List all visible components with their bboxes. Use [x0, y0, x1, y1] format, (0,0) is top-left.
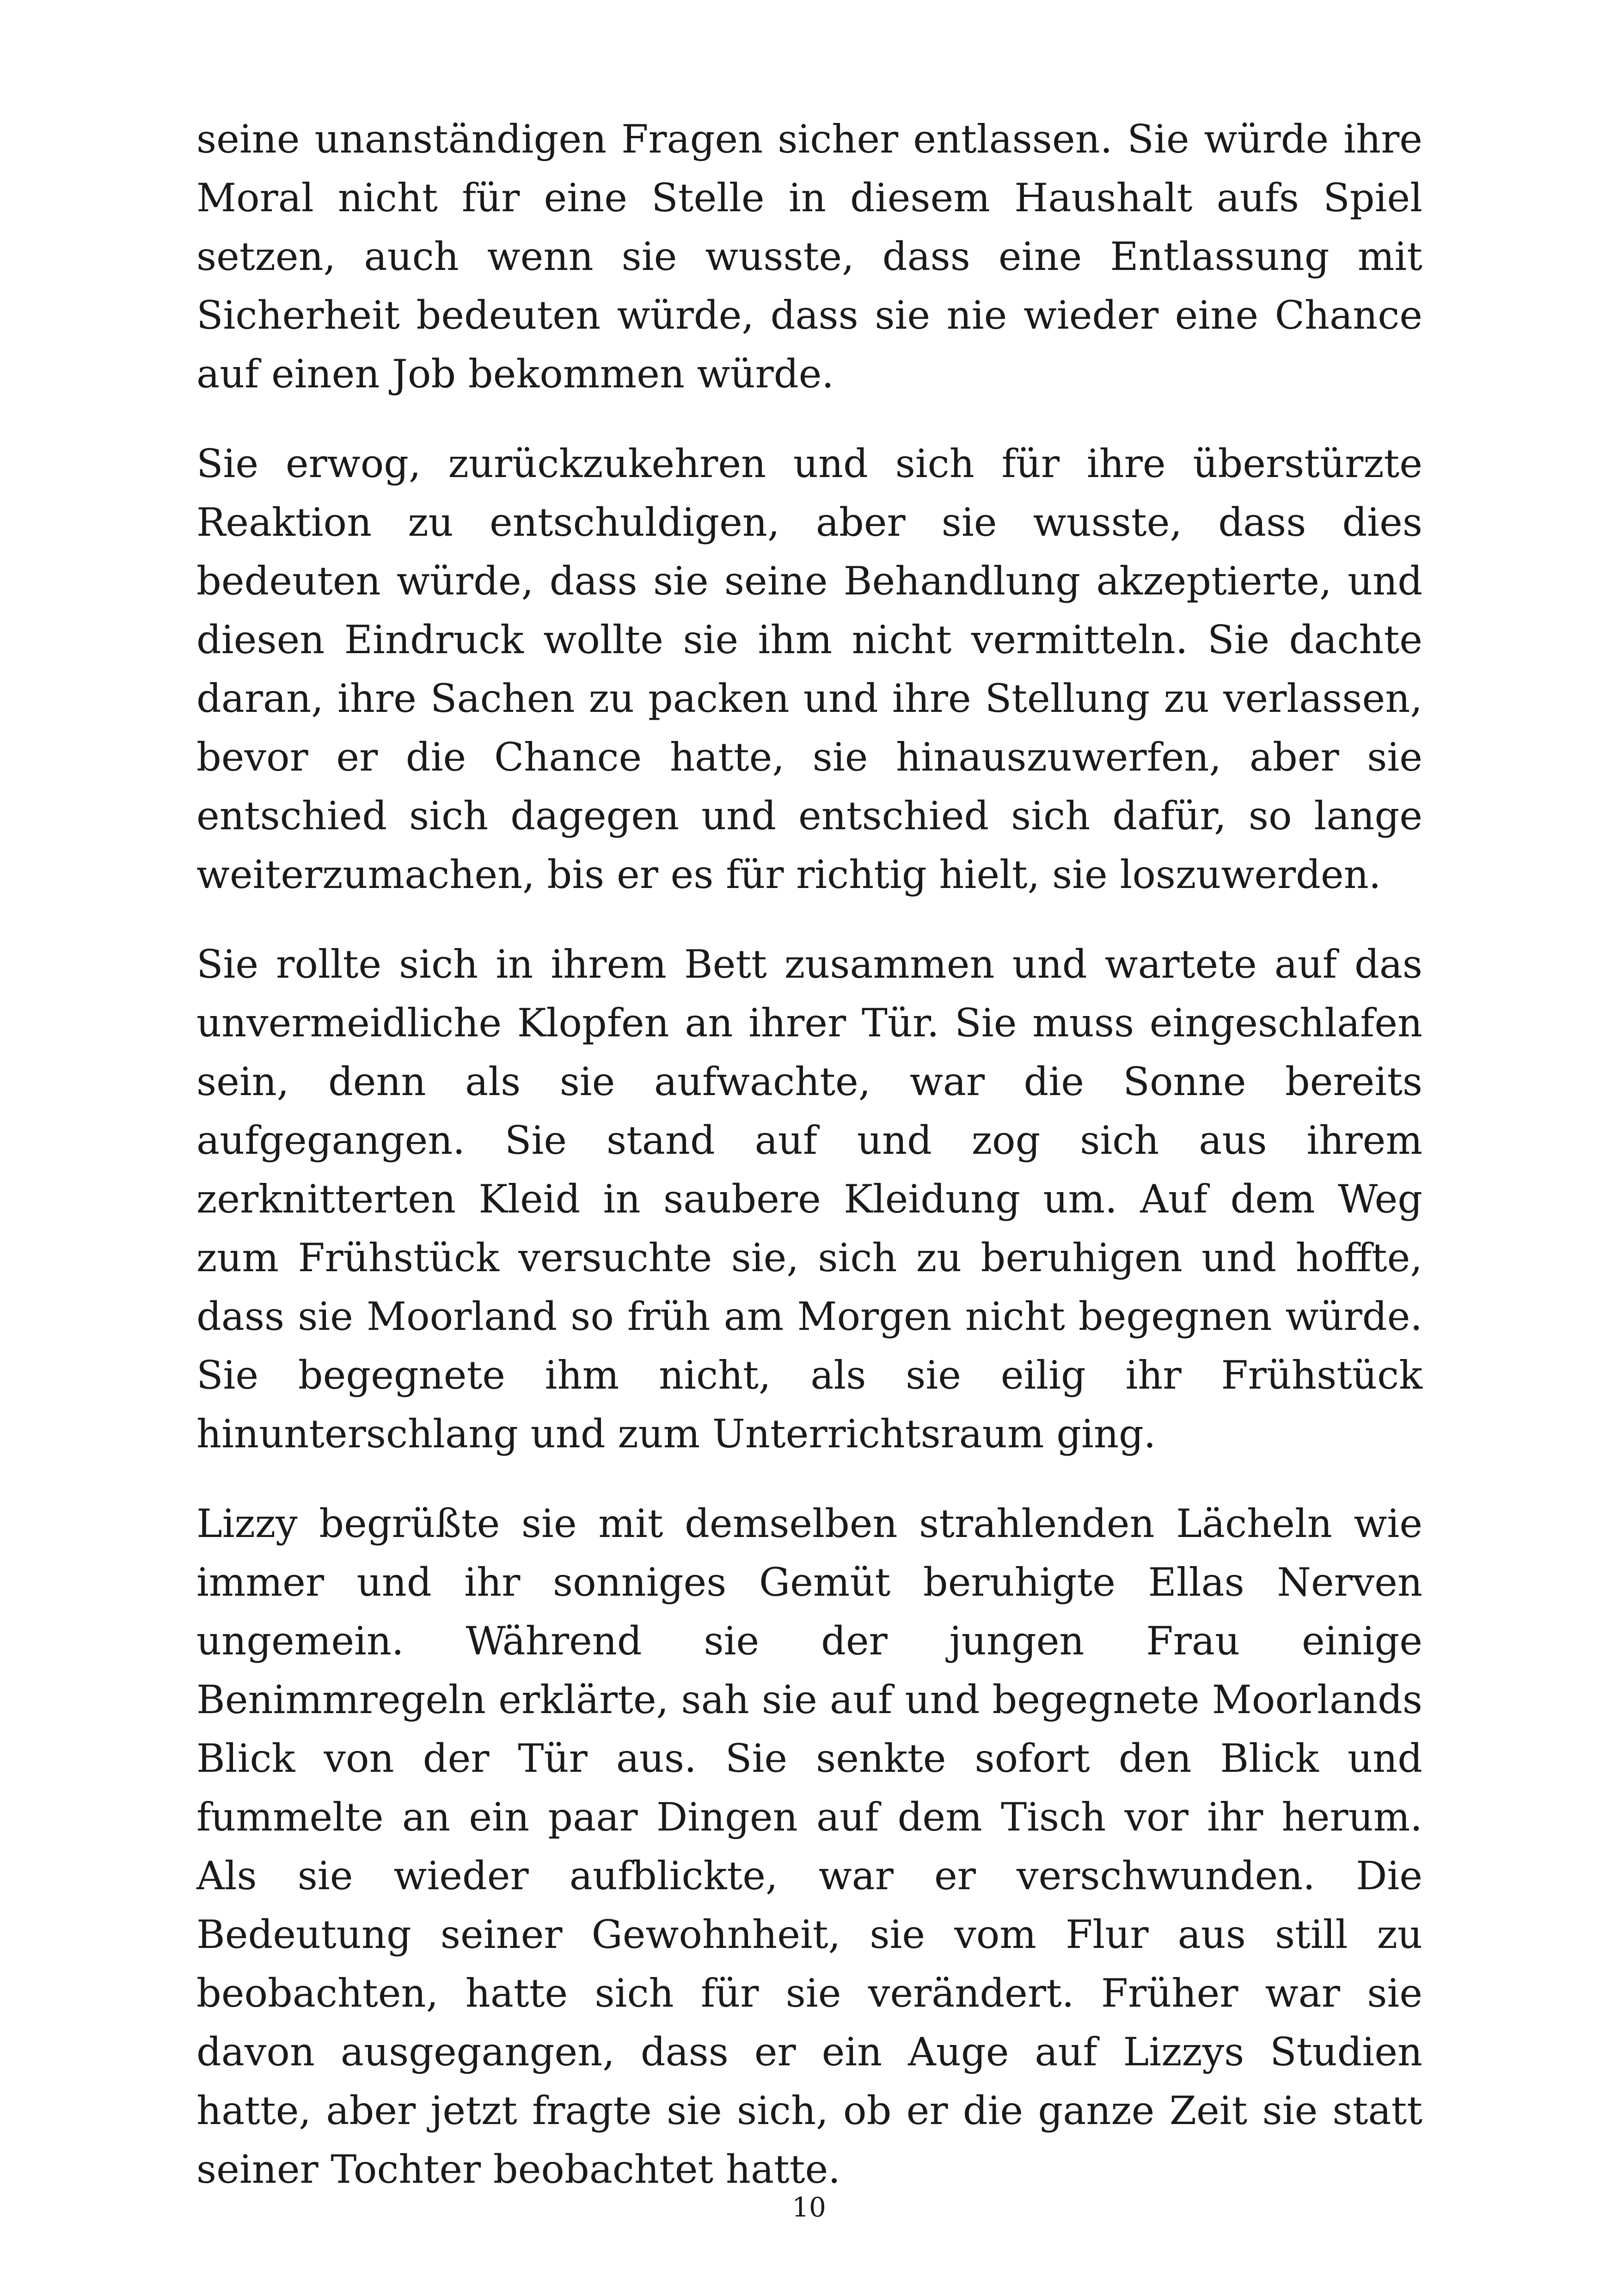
- paragraph-1: seine unanständigen Fragen sicher entlassen. Sie würde ihre Moral nicht für eine Stelle in diesem Haushalt aufs Spiel setzen, auch wenn sie wusste, dass eine Entlassung mit Sicherheit bedeuten würde, dass sie nie wieder eine Chance auf einen Job bekommen würde.: [196, 116, 1422, 397]
- paragraph-2: Sie erwog, zurückzukehren und sich für ihre überstürzte Reaktion zu entschuldigen, aber sie wusste, dass dies bedeuten würde, dass sie seine Behandlung akzeptierte, und diesen Eindruck wollte sie ihm nicht vermitteln. Sie dachte daran, ihre Sachen zu packen und ihre Stellung zu verlassen, bevor er die Chance hatte, sie hinauszuwerfen, aber sie entschied sich dagegen und entschied sich dafür, so lange weiterzumachen, bis er es für richtig hielt, sie loszuwerden.: [196, 441, 1422, 897]
- paragraph-3: Sie rollte sich in ihrem Bett zusammen und wartete auf das unvermeidliche Klopfen an ihrer Tür. Sie muss eingeschlafen sein, denn als sie aufwachte, war die Sonne bereits aufgegangen. Sie stand auf und zog sich aus ihrem zerknitterten Kleid in saubere Kleidung um. Auf dem Weg zum Frühstück versuchte sie, sich zu beruhigen und hoffte, dass sie Moorland so früh am Morgen nicht begegnen würde. Sie begegnete ihm nicht, als sie eilig ihr Frühstück hinunterschlang und zum Unterrichtsraum ging.: [196, 942, 1422, 1457]
- body-text: [196, 110, 1422, 2199]
- page-number: 10: [792, 2192, 826, 2223]
- paragraph-4: Lizzy begrüßte sie mit demselben strahlenden Lächeln wie immer und ihr sonniges Gemüt beruhigte Ellas Nerven ungemein. Während sie der jungen Frau einige Benimmregeln erklärte, sah sie auf und begegnete Moorlands Blick von der Tür aus. Sie senkte sofort den Blick und fummelte an ein paar Dingen auf dem Tisch vor ihr herum. Als sie wieder aufblickte, war er verschwunden. Die Bedeutung seiner Gewohnheit, sie vom Flur aus still zu beobachten, hatte sich für sie verändert. Früher war sie davon ausgegangen, dass er ein Auge auf Lizzys Studien hatte, aber jetzt fragte sie sich, ob er die ganze Zeit sie statt seiner Tochter beobachtet hatte.: [196, 1501, 1422, 2192]
